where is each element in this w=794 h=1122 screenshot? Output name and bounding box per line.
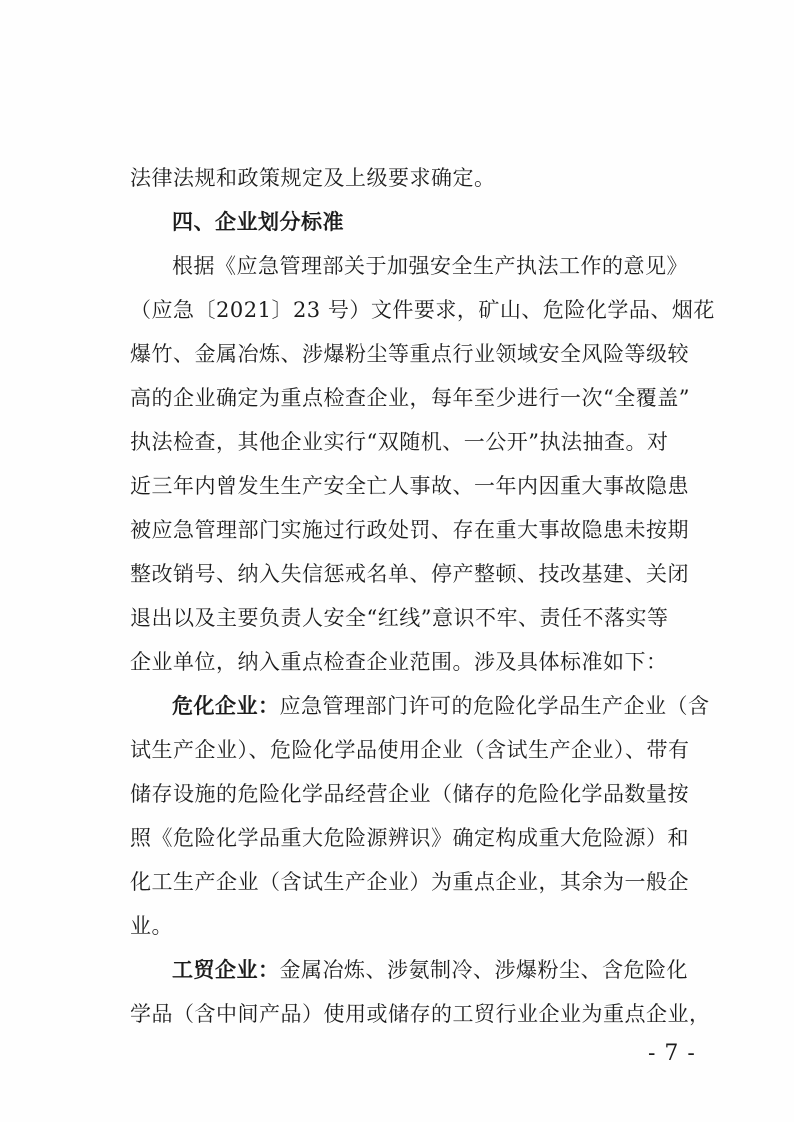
paragraph-lead: 工贸企业： bbox=[172, 958, 280, 982]
text-line: 照《危险化学品重大危险源辨识》确定构成重大危险源）和 bbox=[130, 826, 689, 850]
paragraph-lead: 危化企业： bbox=[172, 694, 280, 718]
section-heading: 四、企业划分标准 bbox=[172, 210, 344, 234]
text-line: 爆竹、金属冶炼、涉爆粉尘等重点行业领域安全风险等级较 bbox=[130, 342, 689, 366]
text-line: 企业单位，纳入重点检查企业范围。涉及具体标准如下： bbox=[130, 650, 668, 674]
text-line bbox=[172, 692, 710, 720]
text-line: 近三年内曾发生生产安全亡人事故、一年内因重大事故隐患 bbox=[130, 474, 689, 498]
text-line: （应急〔2021〕23 号）文件要求，矿山、危险化学品、烟花 bbox=[130, 298, 715, 322]
text-line: 法律法规和政策规定及上级要求确定。 bbox=[130, 166, 496, 190]
text-line: 储存设施的危险化学品经营企业（储存的危险化学品数量按 bbox=[130, 782, 689, 806]
text-line: 高的企业确定为重点检查企业，每年至少进行一次“全覆盖” bbox=[130, 386, 690, 410]
text-line: 被应急管理部门实施过行政处罚、存在重大事故隐患未按期 bbox=[130, 518, 689, 542]
text-span: 应急管理部门许可的危险化学品生产企业（含 bbox=[279, 694, 710, 718]
text-line bbox=[172, 956, 688, 984]
page-number: - 7 - bbox=[648, 1041, 696, 1066]
text-line: 化工生产企业（含试生产企业）为重点企业，其余为一般企 bbox=[130, 870, 689, 894]
text-line: 整改销号、纳入失信惩戒名单、停产整顿、技改基建、关闭 bbox=[130, 562, 689, 586]
text-line: 业。 bbox=[130, 914, 173, 938]
text-line: 执法检查，其他企业实行“双随机、一公开”执法抽查。对 bbox=[130, 430, 669, 454]
text-line: 学品（含中间产品）使用或储存的工贸行业企业为重点企业， bbox=[130, 1002, 711, 1026]
text-line: 退出以及主要负责人安全“红线”意识不牢、责任不落实等 bbox=[130, 606, 669, 630]
text-line: 试生产企业）、危险化学品使用企业（含试生产企业）、带有 bbox=[130, 738, 690, 762]
text-line: 根据《应急管理部关于加强安全生产执法工作的意见》 bbox=[172, 254, 688, 278]
text-span: 金属冶炼、涉氨制冷、涉爆粉尘、含危险化 bbox=[279, 958, 688, 982]
